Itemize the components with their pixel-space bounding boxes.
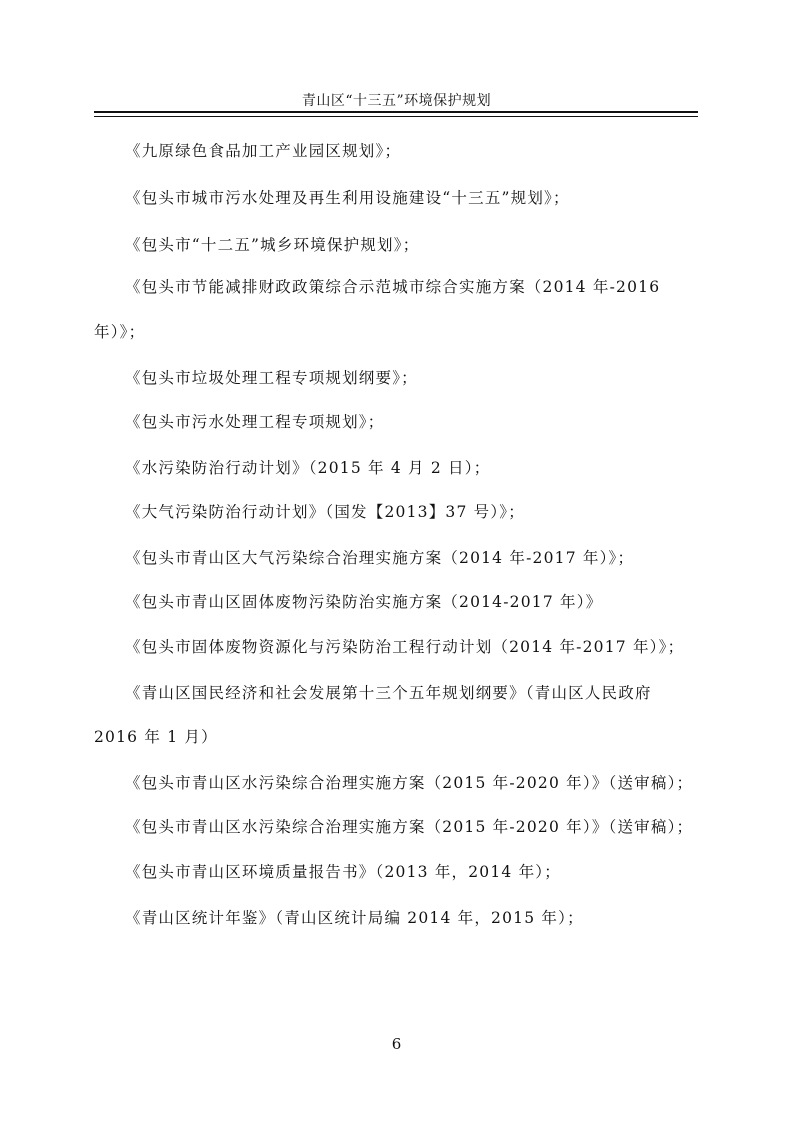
- reference-item: 《青山区统计年鉴》（青山区统计局编 2014 年，2015 年）；: [125, 909, 584, 927]
- reference-item: 《包头市青山区大气污染综合治理实施方案（2014 年-2017 年）》；: [125, 549, 635, 567]
- reference-item: 《包头市青山区水污染综合治理实施方案（2015 年-2020 年）》（送审稿）；: [125, 774, 694, 792]
- reference-item: 《包头市城市污水处理及再生利用设施建设“十三五”规划》；: [125, 189, 570, 207]
- reference-item: 《大气污染防治行动计划》（国发【2013】37 号）》；: [125, 503, 525, 521]
- reference-item: 《包头市固体废物资源化与污染防治工程行动计划（2014 年-2017 年）》；: [125, 638, 685, 656]
- reference-item: 《九原绿色食品加工产业园区规划》；: [125, 142, 402, 160]
- page-number: 6: [391, 1035, 402, 1053]
- reference-item-continuation: 2016 年 1 月）: [94, 728, 218, 746]
- reference-item: 《包头市青山区固体废物污染防治实施方案（2014-2017 年）》: [125, 593, 603, 611]
- reference-item: 《包头市节能减排财政政策综合示范城市综合实施方案（2014 年-2016: [125, 278, 661, 296]
- header-rule-thin: [94, 116, 698, 117]
- running-header-title: 青山区“十三五”环境保护规划: [301, 93, 492, 109]
- reference-item: 《青山区国民经济和社会发展第十三个五年规划纲要》（青山区人民政府: [125, 684, 652, 702]
- reference-item: 《水污染防治行动计划》（2015 年 4 月 2 日）；: [125, 459, 491, 477]
- reference-item: 《包头市“十二五”城乡环境保护规划》；: [125, 236, 420, 254]
- reference-item-continuation: 年）》；: [94, 323, 146, 341]
- reference-item: 《包头市污水处理工程专项规划》；: [125, 413, 385, 431]
- header-rule-thick: [94, 111, 698, 113]
- reference-item: 《包头市垃圾处理工程专项规划纲要》；: [125, 369, 418, 387]
- reference-item: 《包头市青山区环境质量报告书》（2013 年，2014 年）；: [125, 863, 561, 881]
- reference-item: 《包头市青山区水污染综合治理实施方案（2015 年-2020 年）》（送审稿）；: [125, 818, 694, 836]
